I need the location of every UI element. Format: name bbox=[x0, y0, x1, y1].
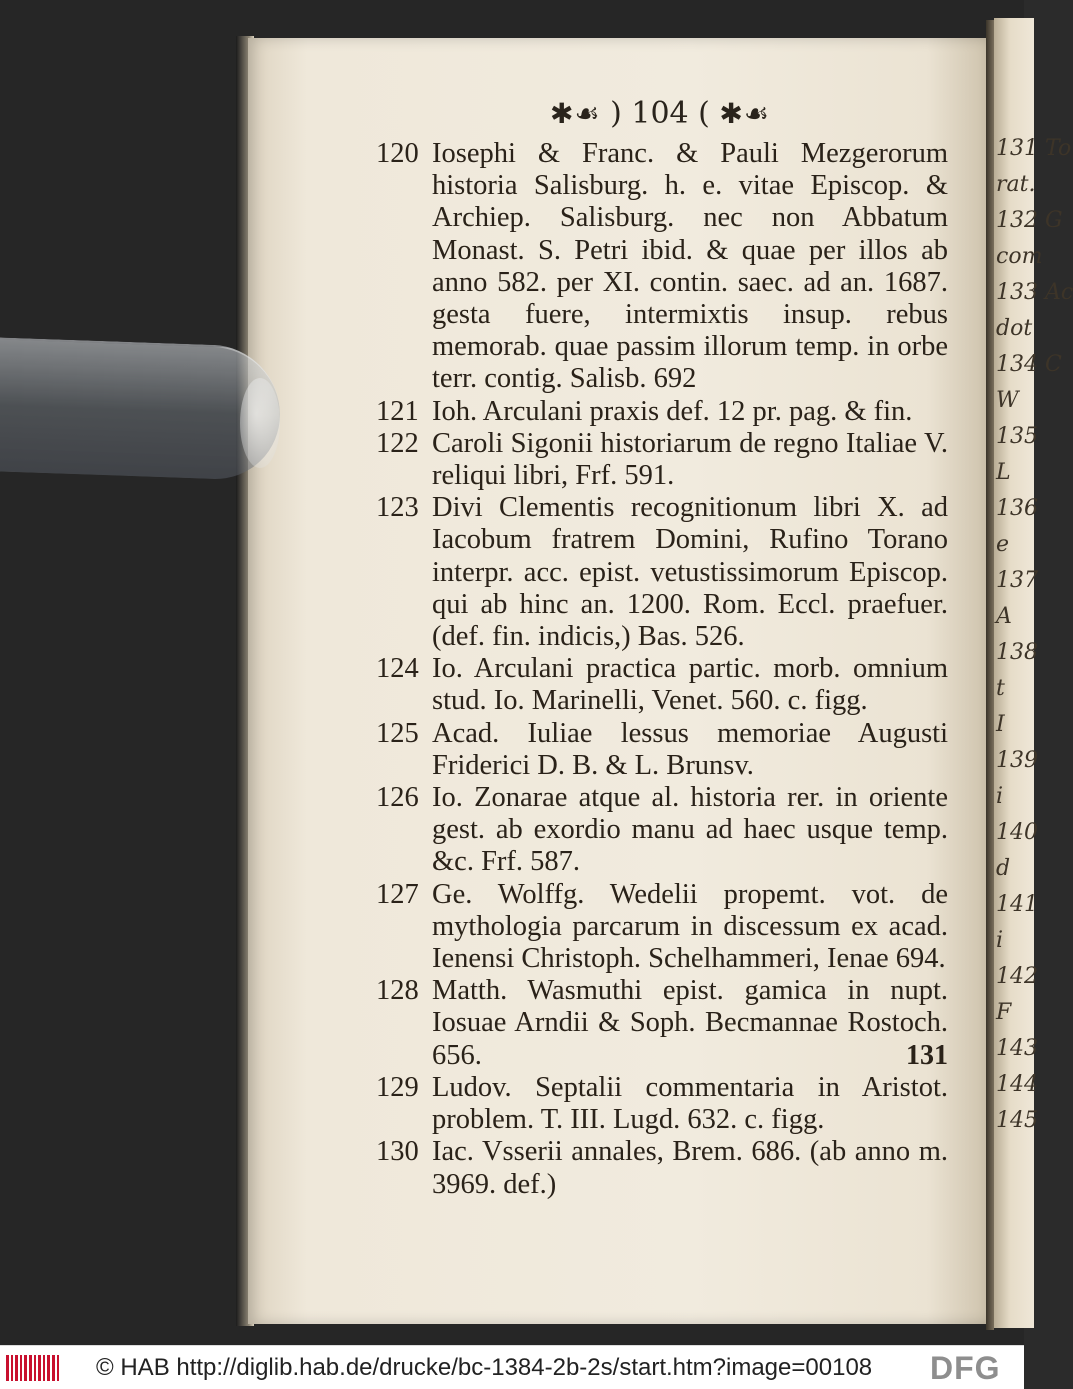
entry-number: 121 bbox=[376, 395, 419, 427]
catalog-entry bbox=[376, 653, 948, 717]
catalog-entry bbox=[376, 718, 948, 782]
catalog-entry bbox=[376, 396, 948, 428]
facing-page-fragment: t bbox=[996, 676, 1005, 701]
entry-number: 130 bbox=[376, 1136, 419, 1168]
facing-page-fragment: L bbox=[996, 460, 1011, 485]
facing-page-fragment: dot bbox=[996, 316, 1033, 341]
facing-page-fragment: com bbox=[996, 244, 1043, 269]
catchword: 131 bbox=[906, 1040, 948, 1071]
facing-page-fragment: d bbox=[996, 856, 1011, 881]
facing-page-fragment: i bbox=[996, 928, 1004, 953]
facing-page-fragment: 143 bbox=[996, 1036, 1038, 1061]
catalog-text bbox=[376, 138, 948, 1201]
entry-number: 124 bbox=[376, 653, 419, 685]
entry-text: Io. Arculani practica partic. morb. omnium stud. Io. Marinelli, Venet. 560. c. figg. bbox=[432, 653, 948, 717]
facing-page-fragment: 135 bbox=[996, 424, 1038, 449]
catalog-entry bbox=[376, 428, 948, 492]
facing-page-fragment: 145 bbox=[996, 1108, 1038, 1133]
facing-page-fragment: 134 C bbox=[996, 352, 1062, 377]
catalog-entry bbox=[376, 1072, 948, 1136]
facing-page-fragment: rat. bbox=[996, 172, 1036, 197]
catalog-entry bbox=[376, 975, 948, 1072]
facing-page-fragment: 139 bbox=[996, 748, 1038, 773]
entry-number: 129 bbox=[376, 1071, 419, 1103]
facing-page-fragment: F bbox=[996, 1000, 1012, 1025]
entry-number: 128 bbox=[376, 975, 419, 1007]
facing-page-fragment: 132 G bbox=[996, 208, 1063, 233]
entry-text: Ludov. Septalii commentaria in Aristot. problem. T. III. Lugd. 632. c. figg. bbox=[432, 1071, 948, 1136]
entry-text: Ge. Wolffg. Wedelii propemt. vot. de mythologia parcarum in discessum ex acad. Ienensi Christoph. Schelhammeri, Ienae 694. bbox=[432, 878, 948, 975]
ornament-left: ✱☙ bbox=[550, 97, 601, 130]
footer-bar bbox=[0, 1345, 1024, 1389]
next-page-strip bbox=[994, 18, 1073, 1328]
facing-page-fragment: 144 bbox=[996, 1072, 1038, 1097]
facing-page-fragment: 136 bbox=[996, 496, 1038, 521]
dfg-logo: DFG bbox=[930, 1350, 1001, 1386]
running-header bbox=[540, 96, 780, 131]
entry-number: 127 bbox=[376, 878, 419, 910]
catalog-entry bbox=[376, 1136, 948, 1200]
entry-text: Matth. Wasmuthi epist. gamica in nupt. Iosuae Arndii & Soph. Becmannae Rostoch. 656. bbox=[432, 975, 948, 1071]
page-number: ) 104 ( bbox=[610, 96, 710, 131]
catalog-entry bbox=[376, 879, 948, 976]
entry-text: Iac. Vsserii annales, Brem. 686. (ab anno m. 3969. def.) bbox=[432, 1136, 948, 1200]
facing-page-fragment: 140 bbox=[996, 820, 1038, 845]
facing-page-fragment: 137 bbox=[996, 568, 1038, 593]
book-gutter bbox=[986, 20, 994, 1330]
catalog-entry bbox=[376, 492, 948, 653]
entry-text: Io. Zonarae atque al. historia rer. in oriente gest. ab exordio manu ad haec usque temp. &c. Frf. 587. bbox=[432, 782, 948, 878]
entry-number: 122 bbox=[376, 427, 419, 459]
entry-text: Caroli Sigonii historiarum de regno Italiae V. reliqui libri, Frf. 591. bbox=[432, 427, 948, 492]
ornament-right: ✱☙ bbox=[719, 97, 770, 130]
facing-page-fragment: I bbox=[996, 712, 1005, 737]
facing-page-fragment: 131 To bbox=[996, 136, 1072, 161]
facing-page-fragment: i bbox=[996, 784, 1004, 809]
hab-logo-icon bbox=[6, 1355, 59, 1381]
entry-number: 126 bbox=[376, 782, 419, 814]
entry-text: Ioh. Arculani praxis def. 12 pr. pag. & fin. bbox=[432, 395, 913, 427]
entry-number: 123 bbox=[376, 492, 419, 524]
entry-text: Iosephi & Franc. & Pauli Mezgerorum historia Salisburg. h. e. vitae Episcop. & Archiep. Salisburg. nec non Abbatum Monast. S. Petri ibid. & quae per illos ab anno 582. per XI. contin. saec. ad an. 1687. gesta fuere, intermixtis insup. rebus memorab. quae passim illorum temp. in orbe terr. contig. Salisb. 692 bbox=[432, 138, 948, 395]
facing-page-fragment: A bbox=[996, 604, 1012, 629]
source-link[interactable]: © HAB http://diglib.hab.de/drucke/bc-1384-2b-2s/start.htm?image=00108 bbox=[96, 1354, 873, 1381]
page-clip bbox=[0, 337, 280, 481]
facing-page-fragment: e bbox=[996, 532, 1010, 557]
catalog-entry bbox=[376, 138, 948, 396]
page-clip-tip bbox=[240, 378, 280, 468]
facing-page-fragment: 141 bbox=[996, 892, 1038, 917]
facing-page-fragment: 133 Ac bbox=[996, 280, 1073, 305]
catalog-entry bbox=[376, 782, 948, 879]
facing-page-fragment: 138 bbox=[996, 640, 1038, 665]
facing-page-fragment: W bbox=[996, 388, 1019, 413]
entry-text: Divi Clementis recognitionum libri X. ad Iacobum fratrem Domini, Rufino Torano interpr. acc. epist. vetustissimorum Episcop. qui ab hinc an. 1200. Rom. Eccl. praefuer. (def. fin. indicis,) Bas. 526. bbox=[432, 492, 948, 653]
entry-number: 120 bbox=[376, 138, 419, 169]
entry-number: 125 bbox=[376, 717, 419, 749]
entry-text: Acad. Iuliae lessus memoriae Augusti Friderici D. B. & L. Brunsv. bbox=[432, 717, 948, 781]
facing-page-fragment: 142 bbox=[996, 964, 1038, 989]
